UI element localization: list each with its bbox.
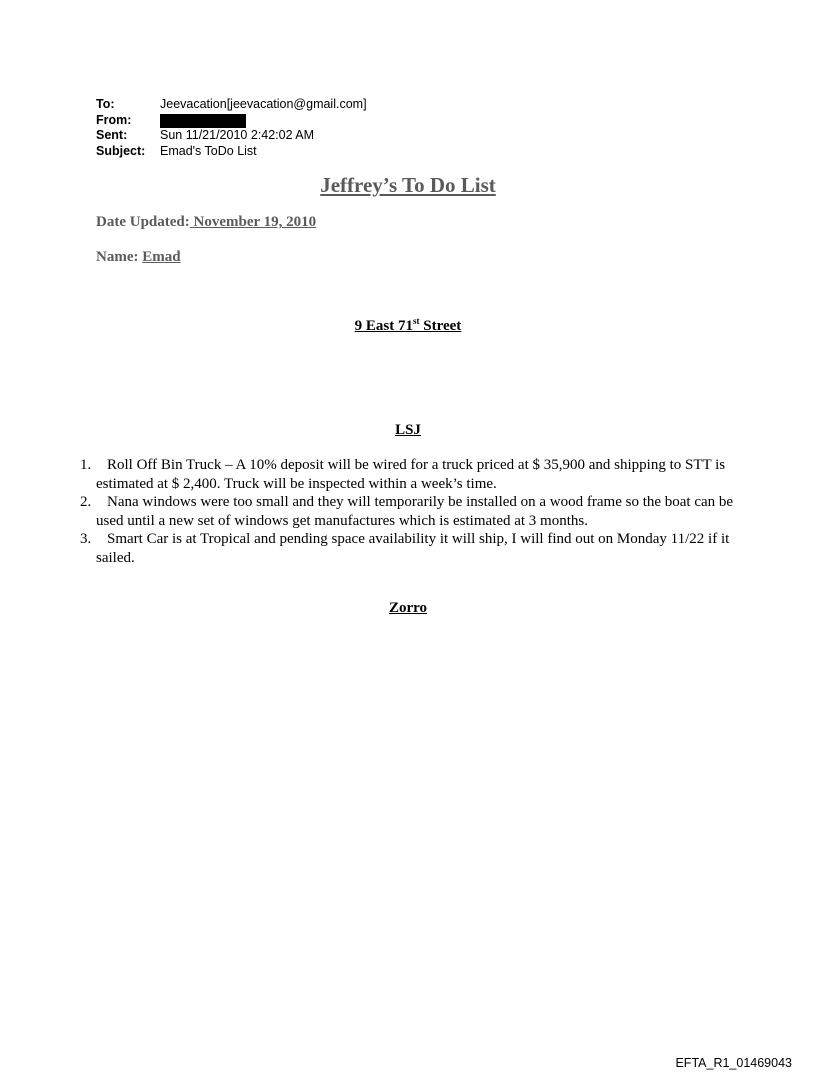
heading-east-prefix: 9 East 71 [354,318,414,334]
document-title: Jeffrey’s To Do List [320,173,496,197]
date-updated-value: November 19, 2010 [189,214,317,230]
from-label: From: [96,112,132,127]
sent-value: Sun 11/21/2010 2:42:02 AM [160,128,315,142]
name-line [96,249,181,266]
section-heading-lsj: LSJ [395,422,421,438]
subject-value: Emad's ToDo List [160,143,257,158]
todo-item-number: 3. [80,531,92,547]
todo-item [80,493,740,530]
todo-list [80,456,740,567]
todo-item [80,456,740,493]
heading-east-superscript: st [413,316,420,326]
todo-item-text: Nana windows were too small and they will temporarily be installed on a wood frame so the boat can be used until a new set of windows get manufactures which is estimated at 3 months. [96,494,734,529]
email-header [96,97,367,159]
section-heading-9-east-71st-street [0,318,816,335]
to-row [96,97,367,113]
subject-label: Subject: [96,143,146,158]
section-heading-zorro: Zorro [388,600,428,616]
date-updated-line [96,214,316,231]
name-value: Emad [142,249,181,265]
from-row [96,113,367,129]
todo-item-text: Smart Car is at Tropical and pending space availability it will ship, I will find out on Monday 11/22 if it sailed. [96,531,730,566]
to-value: Jeevacation[jeevacation@gmail.com] [160,97,367,111]
todo-item-text: Roll Off Bin Truck – A 10% deposit will be wired for a truck priced at $ 35,900 and shipping to STT is estimated at $ 2,400. Truck will be inspected within a week’s time. [96,457,726,492]
heading-east-suffix: Street [419,318,462,334]
to-label: To: [96,97,115,111]
todo-item [80,530,740,567]
date-updated-label: Date Updated: [96,214,190,230]
document-id-footer: EFTA_R1_01469043 [675,1056,792,1070]
subject-row [96,144,367,160]
todo-item-number: 1. [80,457,92,473]
sent-row [96,128,367,144]
todo-item-number: 2. [80,494,92,510]
sent-label: Sent: [96,128,128,142]
from-redaction [160,114,246,128]
name-label: Name: [96,249,143,265]
